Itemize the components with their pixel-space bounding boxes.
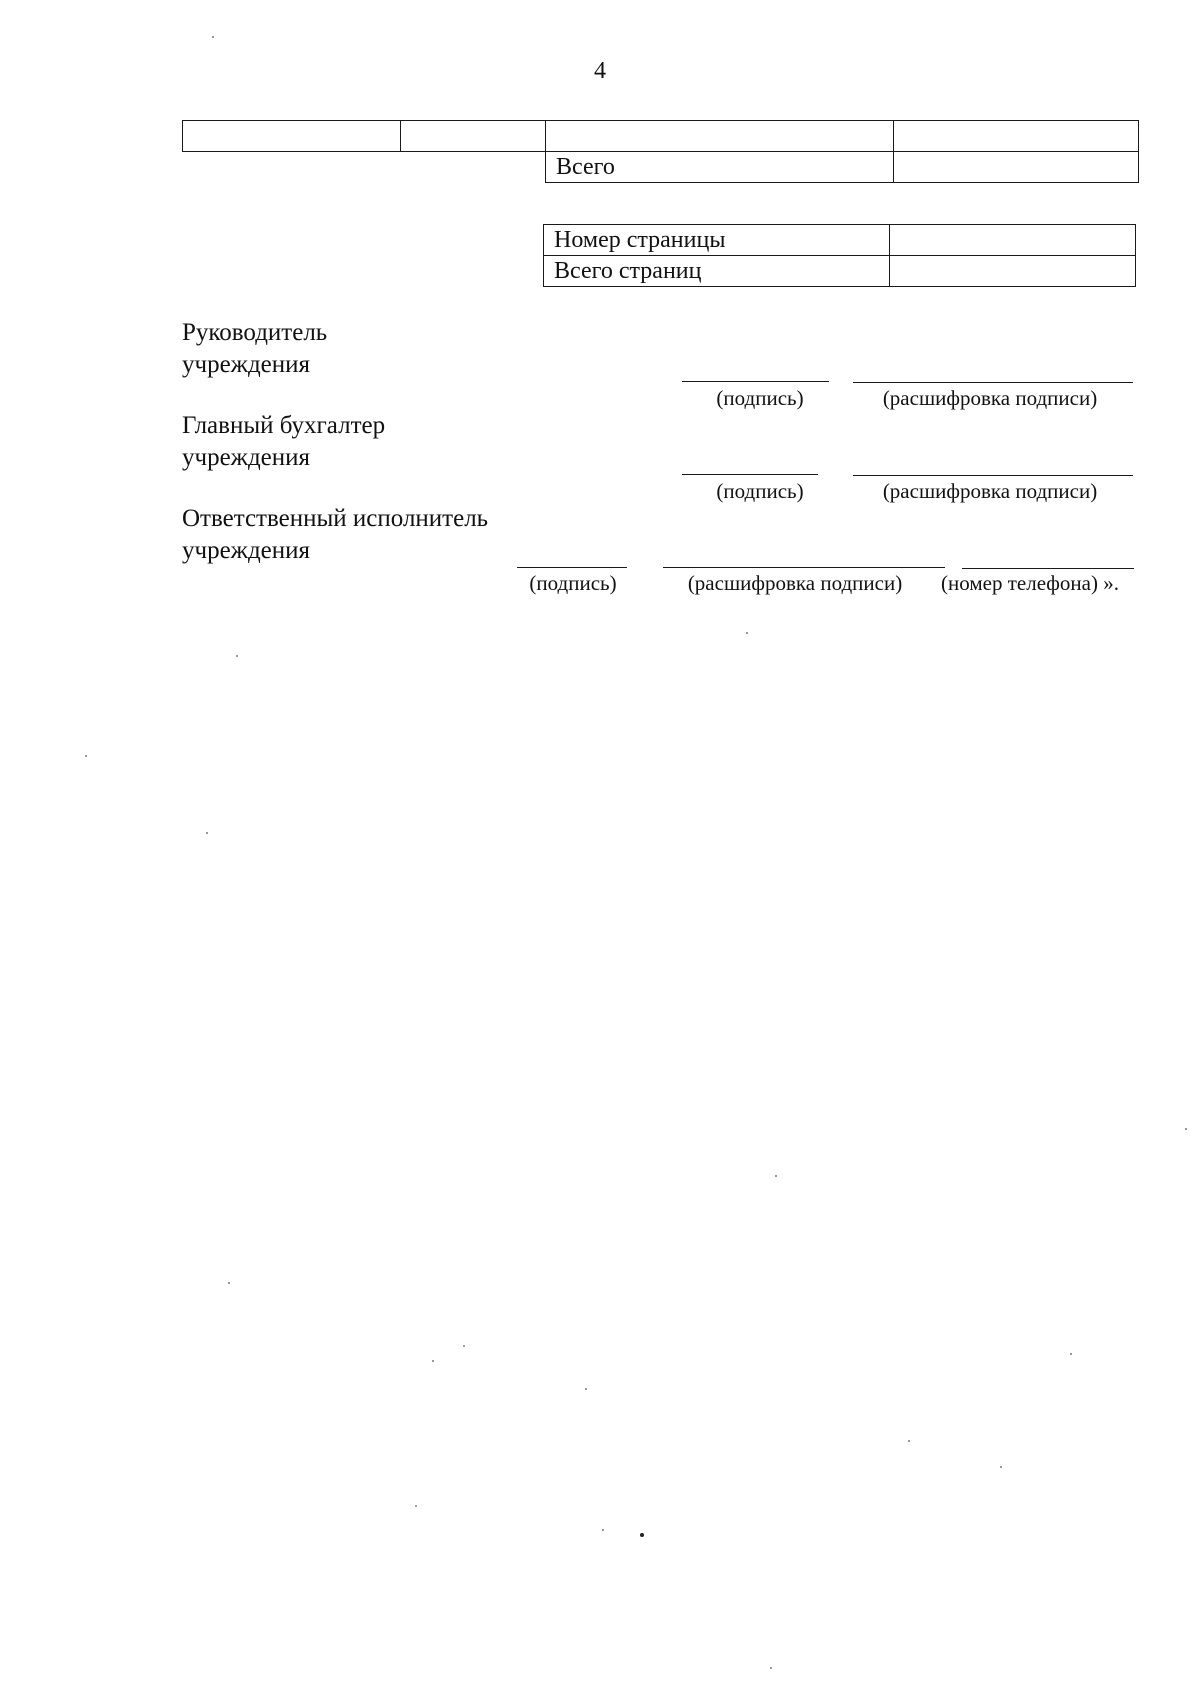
- scan-speck: [640, 1533, 644, 1537]
- scan-speck: [908, 1440, 910, 1442]
- executor-phone-line: [962, 568, 1134, 569]
- scan-speck: [602, 1529, 604, 1531]
- table-cell: [546, 121, 894, 152]
- page-number-value-cell: [890, 225, 1136, 256]
- accountant-decryption-line: [853, 475, 1133, 476]
- total-pages-value-cell: [890, 256, 1136, 287]
- accountant-decryption-caption: (расшифровка подписи): [882, 479, 1098, 503]
- scan-speck: [236, 655, 238, 657]
- total-label-cell: Всего: [546, 152, 894, 183]
- executor-role-label-line2: учреждения: [182, 537, 311, 564]
- scan-speck: [1185, 1128, 1187, 1130]
- executor-signature-line: [517, 567, 627, 568]
- totals-table: [182, 120, 1139, 183]
- head-role-label-line2: учреждения: [182, 351, 311, 378]
- table-row: [183, 121, 1139, 152]
- executor-decryption-caption: (расшифровка подписи): [687, 571, 903, 595]
- head-signature-line: [682, 381, 829, 382]
- total-pages-label-cell: Всего страниц: [544, 256, 890, 287]
- accountant-role-label: Главный бухгалтер: [182, 412, 386, 439]
- scan-speck: [415, 1505, 417, 1507]
- head-role-label: Руководитель: [182, 319, 328, 346]
- scan-speck: [228, 1282, 230, 1284]
- executor-role-label: Ответственный исполнитель: [182, 505, 489, 532]
- scan-speck: [775, 1175, 777, 1177]
- scan-speck: [585, 1388, 587, 1390]
- table-row: [544, 256, 1136, 287]
- executor-signature-caption: (подпись): [529, 571, 617, 595]
- table-row: [183, 152, 1139, 183]
- scan-speck: [432, 1360, 434, 1362]
- scan-speck: [212, 36, 214, 38]
- scan-speck: [1070, 1353, 1072, 1355]
- accountant-signature-caption: (подпись): [716, 479, 804, 503]
- total-value-cell: [894, 152, 1139, 183]
- table-cell: [401, 121, 546, 152]
- pages-table: [543, 224, 1136, 287]
- accountant-signature-line: [682, 474, 818, 475]
- scan-speck: [463, 1345, 465, 1347]
- executor-decryption-line: [663, 567, 945, 568]
- head-decryption-caption: (расшифровка подписи): [882, 386, 1098, 410]
- scan-speck: [746, 632, 748, 634]
- scan-speck: [85, 755, 87, 757]
- page-number-label-cell: Номер страницы: [544, 225, 890, 256]
- accountant-role-label-line2: учреждения: [182, 444, 311, 471]
- head-decryption-line: [853, 382, 1133, 383]
- page-number: 4: [594, 58, 606, 84]
- scan-speck: [206, 832, 208, 834]
- scan-speck: [1000, 1466, 1002, 1468]
- scan-speck: [770, 1667, 772, 1669]
- table-cell: [183, 121, 401, 152]
- table-cell: [894, 121, 1139, 152]
- executor-phone-caption: (номер телефона) ».: [941, 571, 1119, 595]
- head-signature-caption: (подпись): [716, 386, 804, 410]
- table-row: [544, 225, 1136, 256]
